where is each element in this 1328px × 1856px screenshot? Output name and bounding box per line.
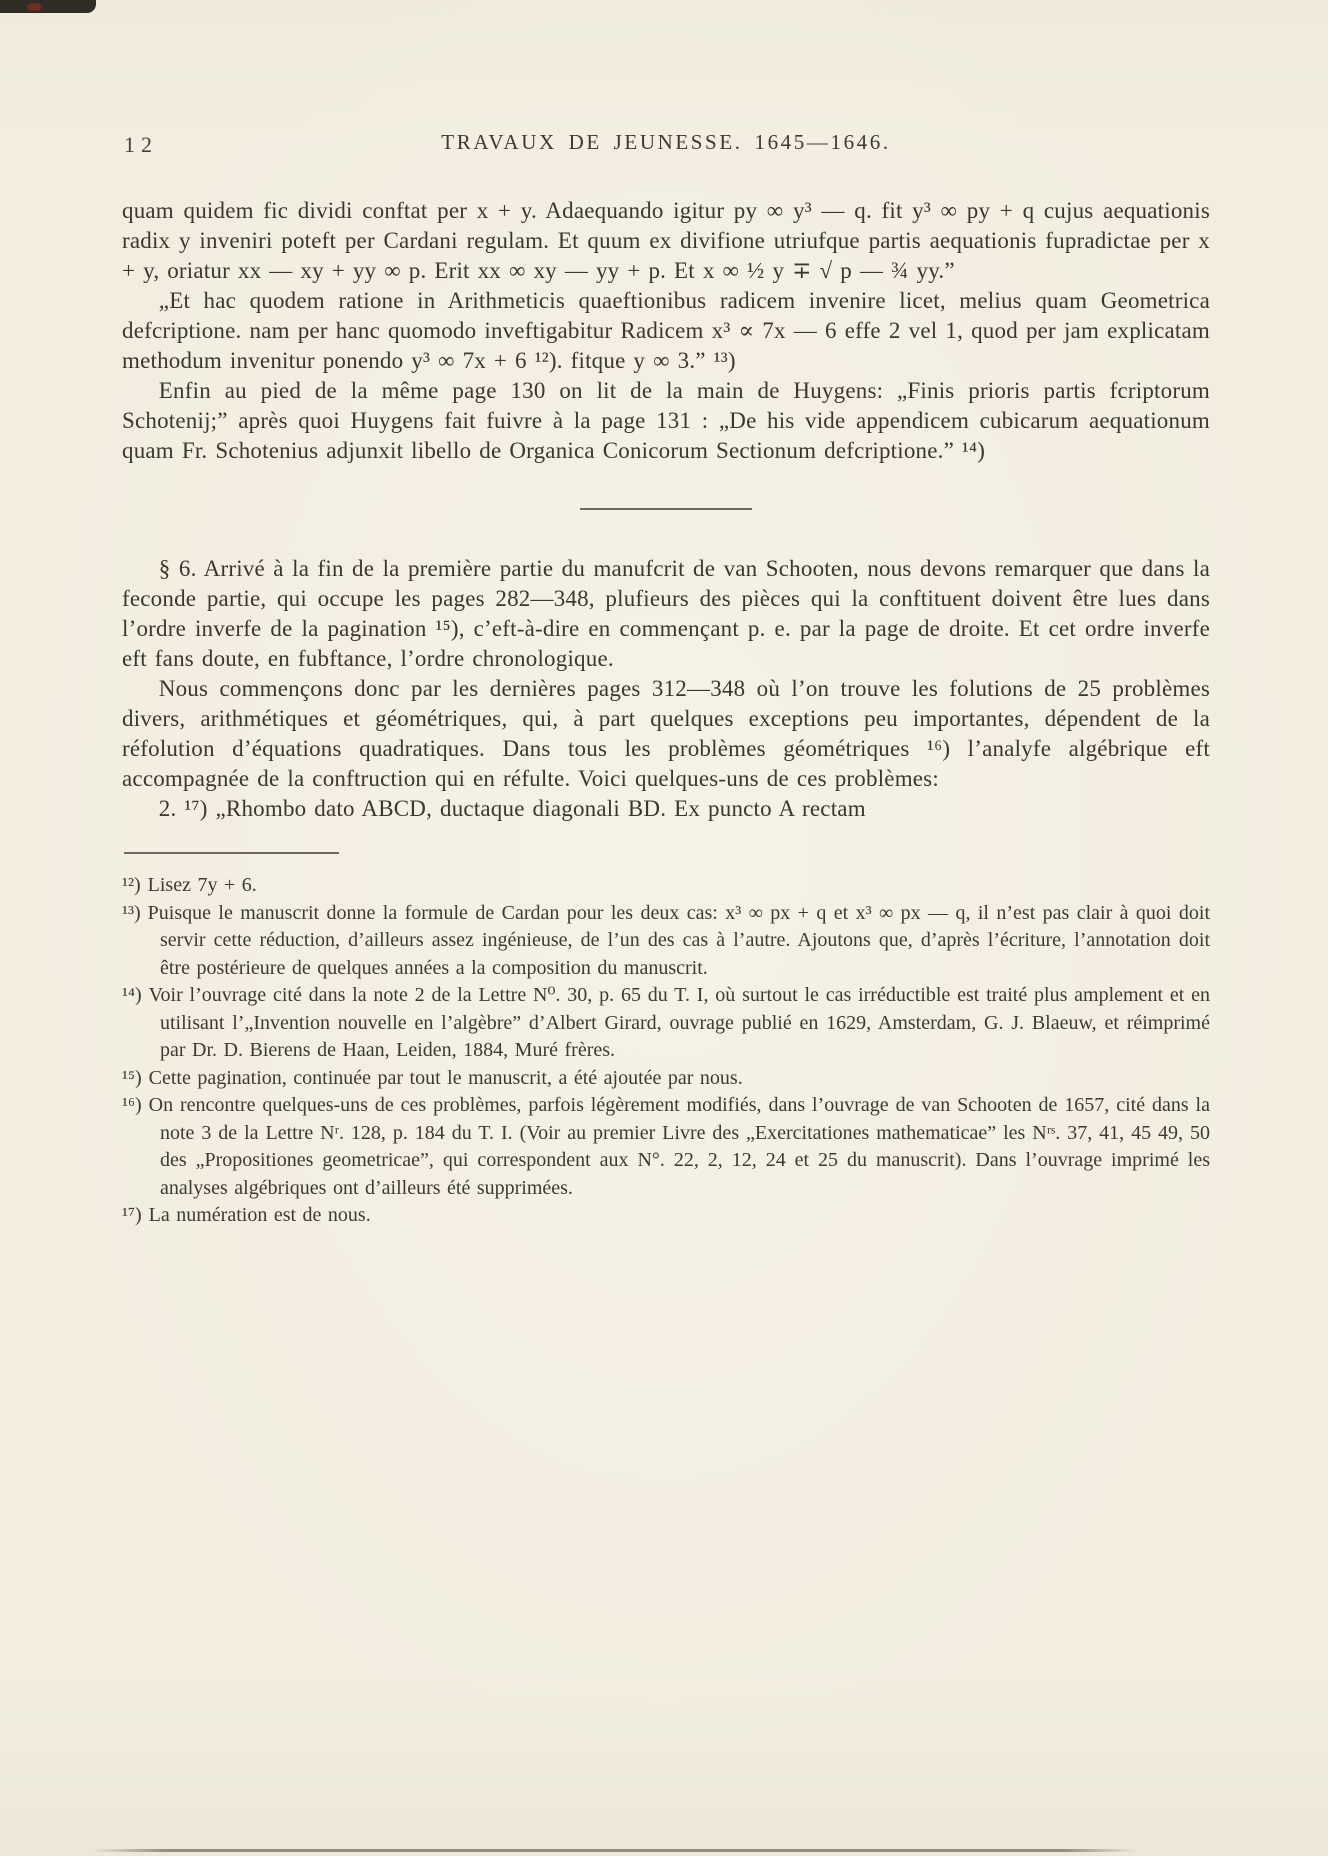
footnote-text: Lisez 7y + 6.	[147, 874, 257, 896]
footnote-marker: ¹²)	[122, 874, 141, 896]
page-number: 12	[124, 132, 158, 157]
footnote	[122, 872, 1210, 900]
footnote-text: Cette pagination, continuée par tout le manuscrit, a été ajoutée par nous.	[148, 1066, 743, 1089]
footnote	[122, 1092, 1210, 1202]
paragraph: Enfin au pied de la même page 130 on lit de la main de Huygens: „Finis prioris partis fcriptorum Schotenij;” après quoi Huygens fait fuivre à la page 131 : „De his vide appendicem cubicarum aequationum quam Fr. Schotenius adjunxit libello de Organica Conicorum Sectionum defcriptione.” ¹⁴)	[122, 378, 1210, 463]
footnote-marker: ¹⁶)	[122, 1094, 142, 1116]
page-header	[122, 130, 1210, 160]
footnote	[122, 1065, 1210, 1093]
footnote	[122, 982, 1210, 1065]
footnote-text: On rencontre quelques-uns de ces problèmes, parfois légèrement modifiés, dans l’ouvrage de van Schooten de 1657, cité dans la note 3 de la Lettre Nʳ. 128, p. 184 du T. I. (Voir au premier Livre des „Exercitationes mathematicae” les Nʳˢ. 37, 41, 45 49, 50 des „Propositiones geometricae”, qui correspondent aux N°. 22, 2, 12, 24 et 25 du manuscrit). Dans l’ouvrage imprimé les analyses algébriques ont d’ailleurs été supprimées.	[148, 1094, 1210, 1199]
footnote	[122, 1202, 1210, 1230]
section-divider	[580, 508, 752, 510]
footnote-text: La numération est de nous.	[148, 1204, 371, 1226]
footnote-marker: ¹⁵)	[122, 1066, 142, 1089]
scan-bottom-artifact	[92, 1849, 1137, 1852]
paragraph: quam quidem fic dividi conftat per x + y. Adaequando igitur py ∞ y³ — q. fit y³ ∞ py + q cujus aequationis radix y inveniri poteft per Cardani regulam. Et quum ex divifione utriufque partis aequationis fupradictae per x + y, oriatur xx — xy + yy ∞ p. Erit xx ∞ xy — yy + p. Et x ∞ ½ y ∓ √ p — ¾ yy.”	[122, 198, 1210, 283]
paragraph: 2. ¹⁷) „Rhombo dato ABCD, ductaque diagonali BD. Ex puncto A rectam	[158, 796, 866, 821]
footnote-marker: ¹³)	[122, 901, 141, 924]
footnote-text: Puisque le manuscrit donne la formule de Cardan pour les deux cas: x³ ∞ px + q et x³ ∞ px — q, il n’est pas clair à quoi doit servir cette réduction, d’ailleurs assez ingénieuse, de l’un des cas à l’autre. Ajoutons que, d’après l’écriture, l’annotation doit être postérieure de quelques années a la composition du manuscrit.	[147, 901, 1210, 979]
paragraph: Nous commençons donc par les dernières pages 312—348 où l’on trouve les folutions de 25 problèmes divers, arithmétiques et géométriques, qui, à part quelques exceptions peu importantes, dépendent de la réfolution d’équations quadratiques. Dans tous les problèmes géométriques ¹⁶) l’analyfe algébrique eft accompagnée de la conftruction qui en réfulte. Voici quelques-uns de ces problèmes:	[122, 676, 1210, 791]
paragraph: „Et hac quodem ratione in Arithmeticis quaeftionibus radicem invenire licet, melius quam Geometrica defcriptione. nam per hanc quomodo inveftigabitur Radicem x³ ∝ 7x — 6 effe 2 vel 1, quod per jam explicatam methodum invenitur ponendo y³ ∞ 7x + 6 ¹²). fitque y ∞ 3.” ¹³)	[122, 288, 1210, 373]
footnote-marker: ¹⁴)	[122, 984, 142, 1006]
footnote-marker: ¹⁷)	[122, 1204, 142, 1226]
footnote-divider	[124, 852, 339, 854]
main-text	[122, 196, 1210, 824]
paragraph: § 6. Arrivé à la fin de la première partie du manufcrit de van Schooten, nous devons remarquer que dans la feconde partie, qui occupe les pages 282—348, plufieurs des pièces qui la conftituent doivent être lues dans l’ordre inverfe de la pagination ¹⁵), c’eft-à-dire en commençant p. e. par la page de droite. Et cet ordre inverfe eft fans doute, en fubftance, l’ordre chronologique.	[122, 556, 1210, 671]
footnote	[122, 900, 1210, 983]
footnotes-section	[122, 872, 1210, 1230]
scan-smudge	[27, 3, 42, 11]
running-title: TRAVAUX DE JEUNESSE. 1645—1646.	[441, 130, 891, 154]
footnote-text: Voir l’ouvrage cité dans la note 2 de la Lettre N⁰. 30, p. 65 du T. I, où surtout le cas irréductible est traité plus amplement et en utilisant l’„Invention nouvelle en l’algèbre” d’Albert Girard, ouvrage publié en 1629, Amsterdam, G. J. Blaeuw, et réimprimé par Dr. D. Bierens de Haan, Leiden, 1884, Muré frères.	[148, 984, 1210, 1061]
scan-edge-artifact	[0, 0, 96, 13]
